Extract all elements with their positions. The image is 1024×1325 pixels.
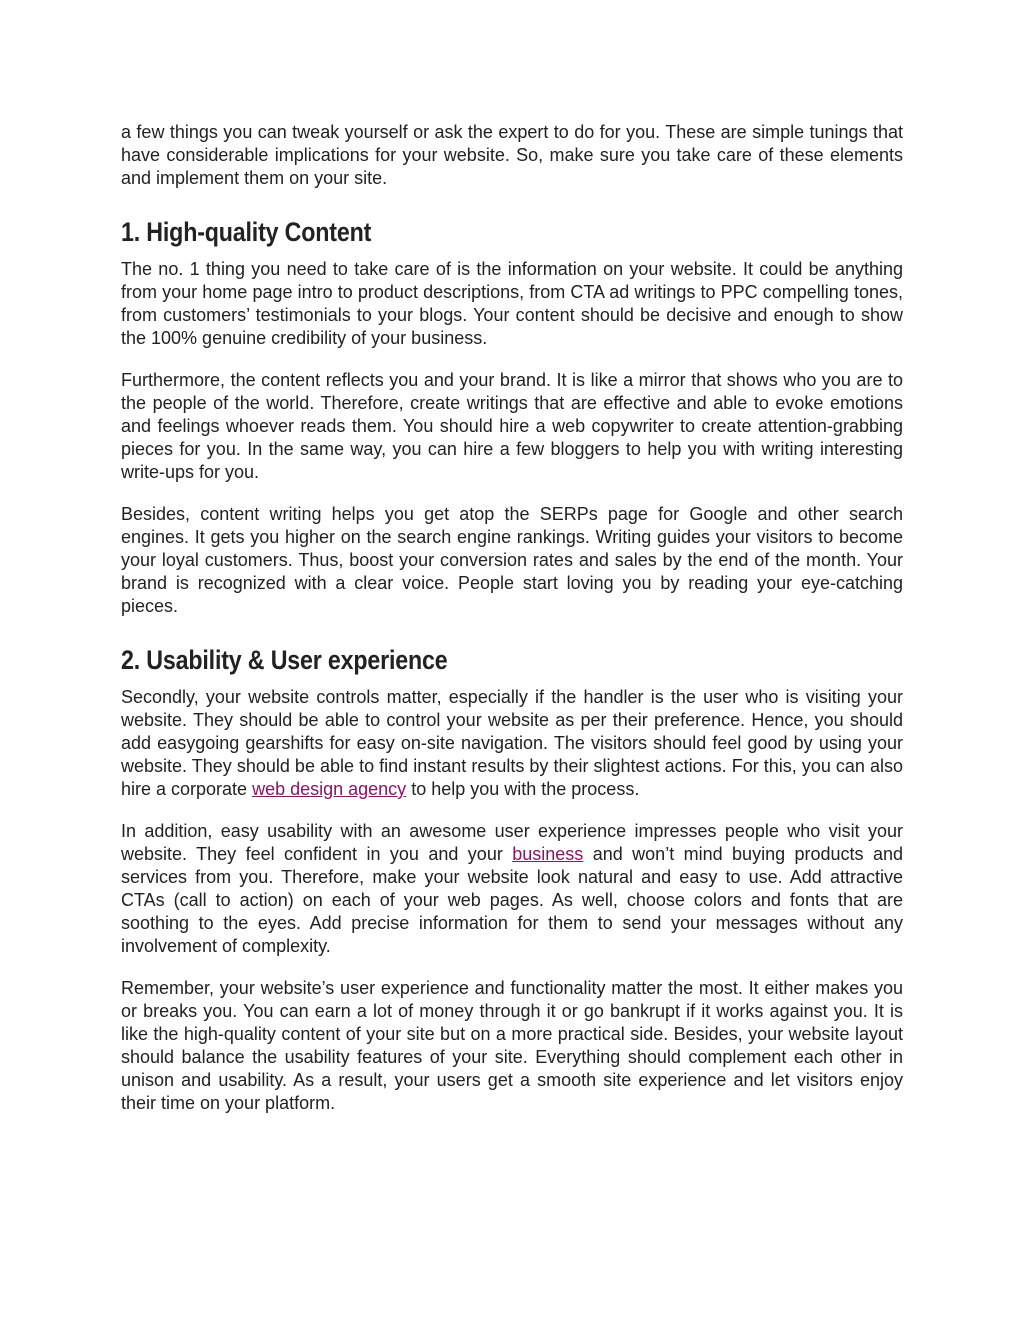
content-paragraph-3: Besides, content writing helps you get atop the SERPs page for Google and other search engines. It gets you higher on the search engine rankings. Writing guides your visitors to become your loyal customers. Thus, boost your conversion rates and sales by the end of the month. Your brand is recognized with a clear voice. People start loving you by reading your eye-catching pieces. (121, 504, 903, 616)
content-paragraph-2: Furthermore, the content reflects you and your brand. It is like a mirror that shows who you are to the people of the world. Therefore, create writings that are effective and able to evoke emotions and feelings whoever reads them. You should hire a web copywriter to create attention-grabbing pieces for you. In the same way, you can hire a few bloggers to help you with writing interesting write-ups for you. (121, 370, 903, 482)
intro-paragraph: a few things you can tweak yourself or ask the expert to do for you. These are simple tunings that have considerable implications for your website. So, make sure you take care of these elements and implement them on your site. (121, 122, 903, 188)
business-link[interactable]: business (512, 844, 584, 864)
usability-paragraph-1-text-b: to help you with the process. (406, 779, 640, 799)
web-design-agency-link[interactable]: web design agency (252, 779, 407, 799)
content-paragraph-1: The no. 1 thing you need to take care of is the information on your website. It could be anything from your home page intro to product descriptions, from CTA ad writings to PPC compelling tones, from customers’ testimonials to your blogs. Your content should be decisive and enough to show the 100% genuine credibility of your business. (121, 259, 903, 348)
usability-paragraph-3: Remember, your website’s user experience and functionality matter the most. It either makes you or breaks you. You can earn a lot of money through it or go bankrupt if it works against you. It is like the high-quality content of your site but on a more practical side. Besides, your website layout should balance the usability features of your site. Everything should complement each other in unison and usability. As a result, your users get a smooth site experience and let visitors enjoy their time on your platform. (121, 978, 903, 1113)
section-heading-high-quality-content: 1. High-quality Content (121, 217, 372, 247)
usability-paragraph-2 (121, 820, 903, 958)
usability-paragraph-1 (121, 686, 903, 801)
document-page (121, 121, 903, 1134)
section-heading-usability: 2. Usability & User experience (121, 645, 448, 675)
usability-paragraph-2-text-a: In addition, easy usability with an awesome user experience impresses people who visit your website. They feel confident in you and your (121, 821, 903, 864)
usability-paragraph-1-text-a: Secondly, your website controls matter, especially if the handler is the user who is visiting your website. They should be able to control your website as per their preference. Hence, you should add easygoing gearshifts for easy on-site navigation. The visitors should feel good by using your website. They should be able to find instant results by their slightest actions. For this, you can also hire a corporate (121, 687, 903, 799)
usability-paragraph-2-text-b: and won’t mind buying products and services from you. Therefore, make your website look natural and easy to use. Add attractive CTAs (call to action) on each of your web pages. As well, choose colors and fonts that are soothing to the eyes. Add precise information for them to send your messages without any involvement of complexity. (121, 844, 904, 956)
